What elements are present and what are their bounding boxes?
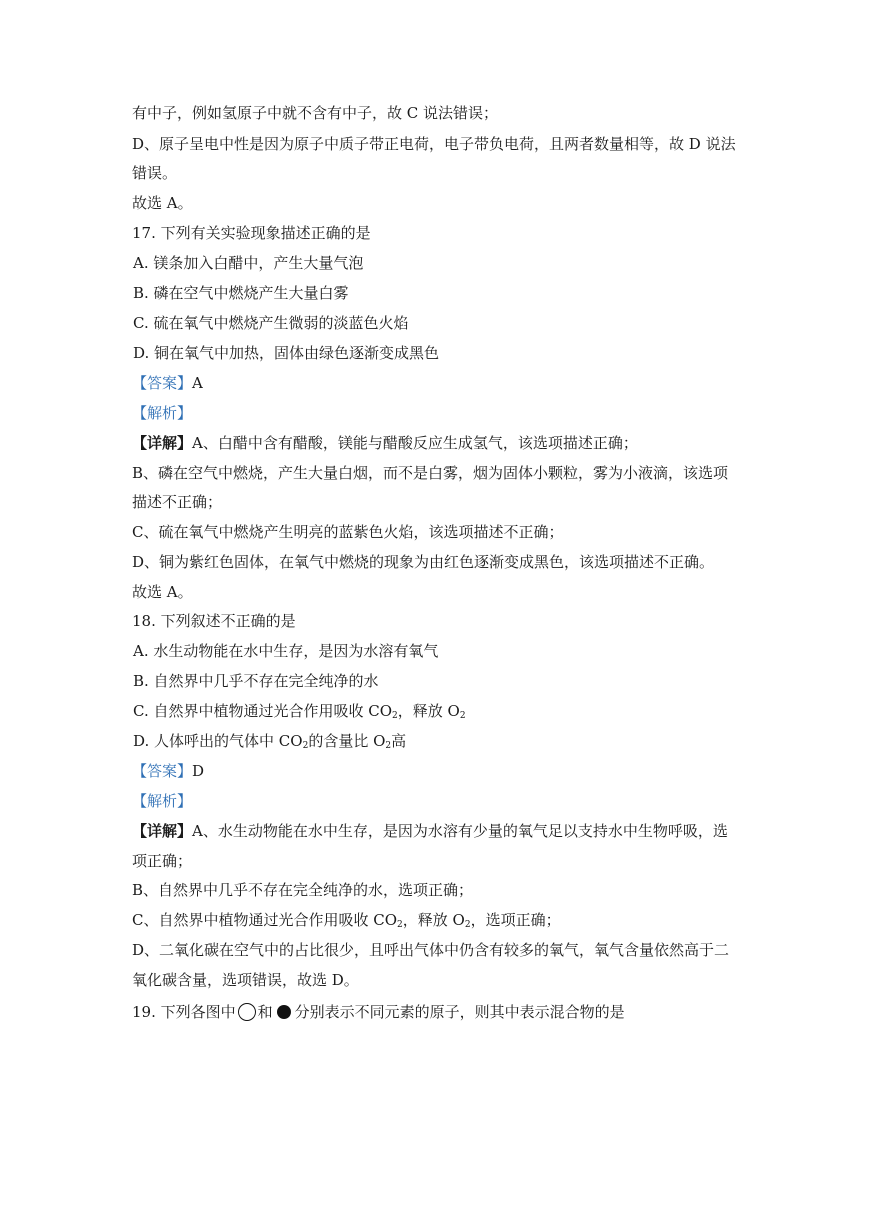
detail-tag: 【详解】 bbox=[132, 434, 193, 452]
option-a: A. 水生动物能在水中生存，是因为水溶有氧气 bbox=[133, 642, 439, 660]
option-b: B. 磷在空气中燃烧产生大量白雾 bbox=[133, 284, 349, 302]
option-b: B. 自然界中几乎不存在完全纯净的水 bbox=[133, 672, 379, 690]
subscript: 2 bbox=[459, 711, 466, 721]
detail-line: D、二氧化碳在空气中的占比很少，且呼出气体中仍含有较多的氧气，氧气含量依然高于二 bbox=[132, 941, 730, 959]
analysis-tag: 【解析】 bbox=[132, 404, 193, 422]
detail-line bbox=[132, 819, 742, 843]
open-circle-atom-icon bbox=[238, 1003, 256, 1021]
option-d bbox=[133, 729, 743, 753]
detail-line bbox=[132, 431, 742, 455]
text-line: 有中子，例如氢原子中就不含有中子，故 C 说法错误； bbox=[132, 104, 499, 122]
detail-line: 氧化碳含量，选项错误，故选 D。 bbox=[132, 971, 359, 989]
option-d: D. 铜在氧气中加热，固体由绿色逐渐变成黑色 bbox=[133, 344, 440, 362]
text-line: 故选 A。 bbox=[132, 194, 193, 212]
question-19-text: 19. 下列各图中 bbox=[132, 1003, 236, 1021]
detail-line: 项正确； bbox=[132, 852, 193, 870]
detail-line bbox=[132, 908, 742, 932]
answer-tag: 【答案】 bbox=[132, 374, 193, 392]
option-a: A. 镁条加入白醋中，产生大量气泡 bbox=[133, 254, 364, 272]
detail-line: B、自然界中几乎不存在完全纯净的水，选项正确； bbox=[132, 881, 474, 899]
option-d-text: 的含量比 O bbox=[308, 732, 386, 750]
detail-line: B、磷在空气中燃烧，产生大量白烟，而不是白雾，烟为固体小颗粒，雾为小液滴，该选项 bbox=[132, 464, 729, 482]
detail-line: D、铜为紫红色固体，在氧气中燃烧的现象为由红色逐渐变成黑色，该选项描述不正确。 bbox=[132, 553, 715, 571]
analysis-tag: 【解析】 bbox=[132, 792, 193, 810]
answer-value: D bbox=[192, 762, 205, 780]
detail-tag: 【详解】 bbox=[132, 822, 193, 840]
detail-text: ，选项正确； bbox=[470, 911, 561, 929]
subscript: 2 bbox=[385, 741, 392, 751]
text-line: 错误。 bbox=[132, 164, 178, 182]
question-19-stem bbox=[132, 1000, 742, 1024]
option-d-text: 高 bbox=[391, 732, 407, 750]
answer-line bbox=[132, 371, 742, 395]
subscript: 2 bbox=[397, 920, 403, 930]
detail-line: 描述不正确； bbox=[132, 493, 223, 511]
subscript: 2 bbox=[464, 920, 471, 930]
question-19-text: 和 bbox=[257, 1003, 273, 1021]
detail-text: C、自然界中植物通过光合作用吸收 CO bbox=[132, 911, 398, 929]
question-17-stem: 17. 下列有关实验现象描述正确的是 bbox=[132, 224, 371, 242]
question-19-text: 分别表示不同元素的原子，则其中表示混合物的是 bbox=[294, 1003, 625, 1021]
option-d-text: D. 人体呼出的气体中 CO bbox=[133, 732, 303, 750]
subscript: 2 bbox=[392, 711, 398, 721]
choose-line: 故选 A。 bbox=[132, 583, 193, 601]
detail-text: A、白醋中含有醋酸，镁能与醋酸反应生成氢气，该选项描述正确； bbox=[192, 434, 638, 452]
subscript: 2 bbox=[302, 741, 309, 751]
question-18-stem: 18. 下列叙述不正确的是 bbox=[132, 612, 296, 630]
answer-line bbox=[132, 759, 742, 783]
option-c-text: C. 自然界中植物通过光合作用吸收 CO bbox=[133, 702, 393, 720]
filled-circle-atom-icon bbox=[277, 1005, 291, 1019]
answer-value: A bbox=[192, 374, 203, 392]
detail-line: C、硫在氧气中燃烧产生明亮的蓝紫色火焰，该选项描述不正确； bbox=[132, 523, 564, 541]
option-c-text: ，释放 O bbox=[397, 702, 460, 720]
option-c bbox=[133, 699, 743, 723]
detail-text: ，释放 O bbox=[402, 911, 465, 929]
text-line: D、原子呈电中性是因为原子中质子带正电荷，电子带负电荷，且两者数量相等，故 D 说法 bbox=[132, 135, 736, 153]
answer-tag: 【答案】 bbox=[132, 762, 193, 780]
option-c: C. 硫在氧气中燃烧产生微弱的淡蓝色火焰 bbox=[133, 314, 409, 332]
detail-text: A、水生动物能在水中生存，是因为水溶有少量的氧气足以支持水中生物呼吸，选 bbox=[192, 822, 728, 840]
